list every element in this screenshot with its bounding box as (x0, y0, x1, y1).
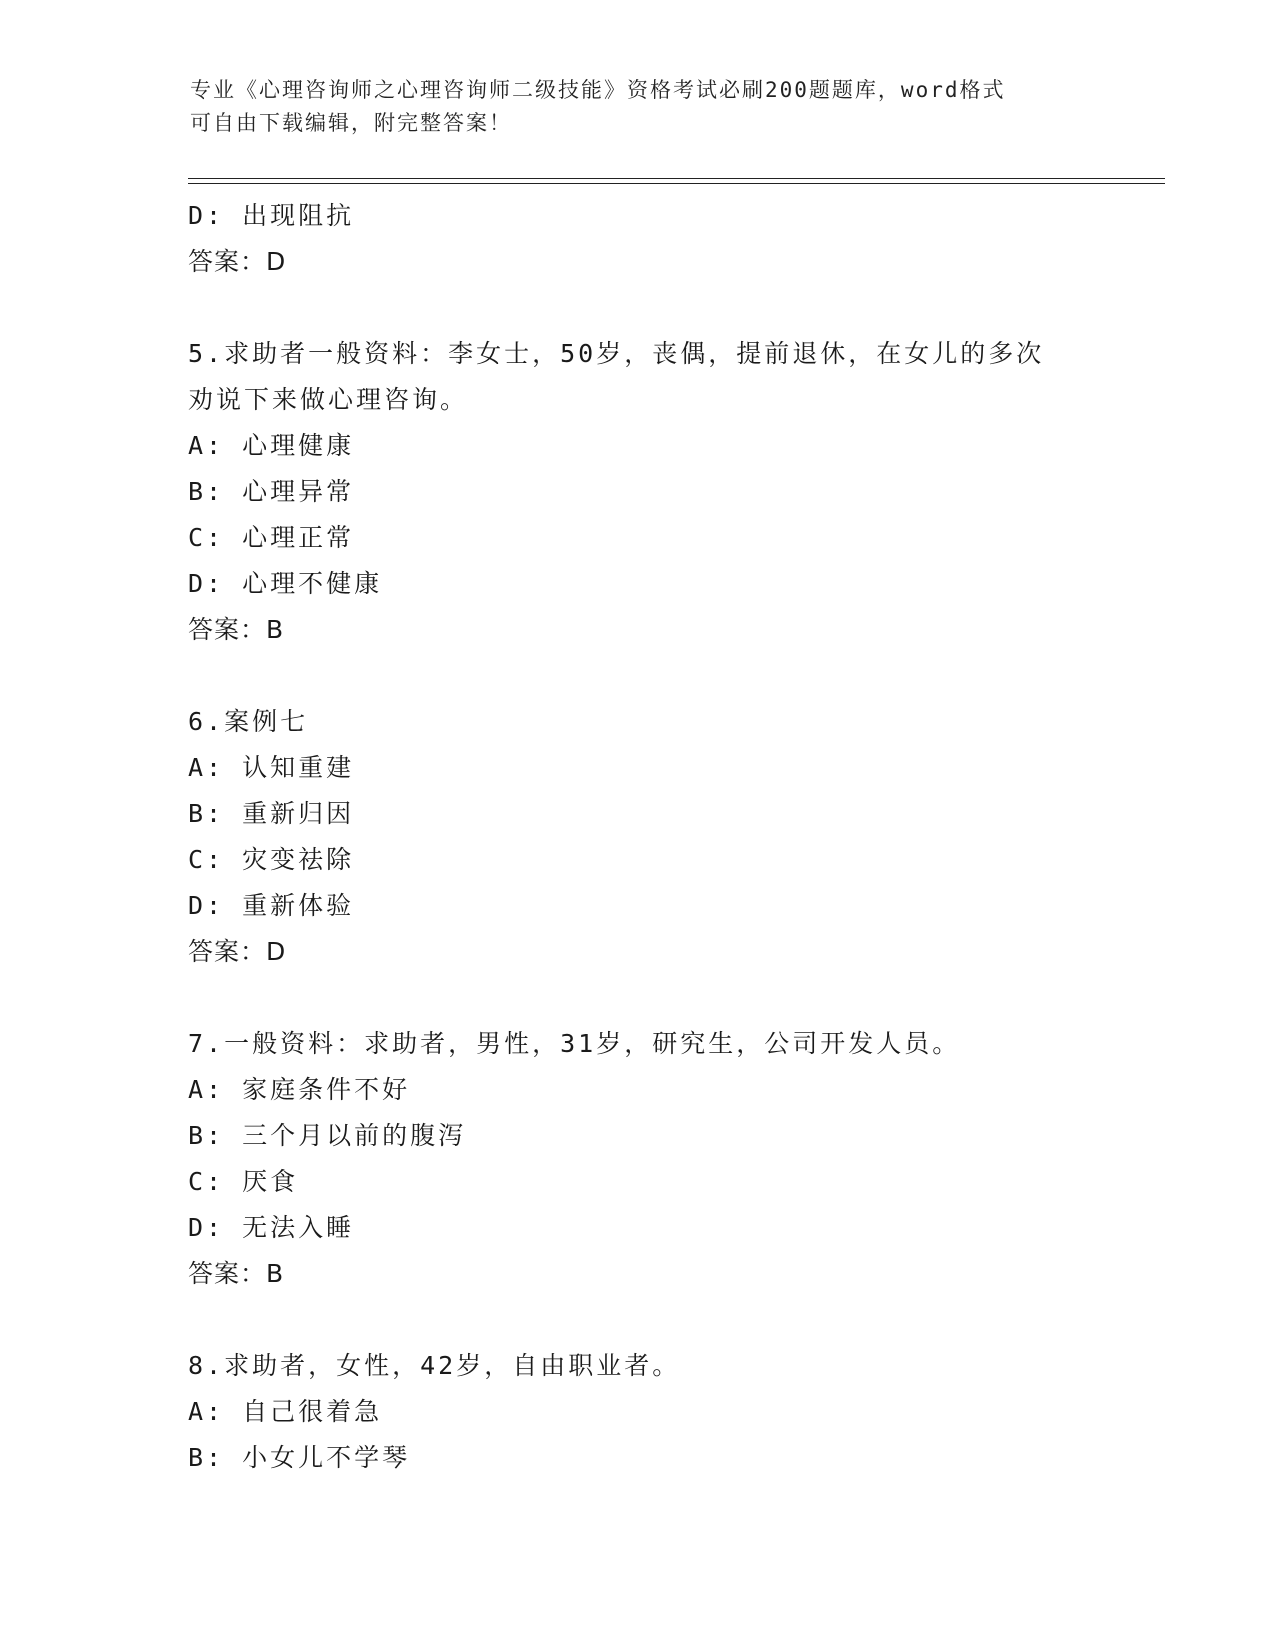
option-c: C: 灾变祛除 (188, 845, 355, 874)
answer-label: 答案：B (188, 1259, 285, 1288)
question-stem: 7.一般资料：求助者，男性，31岁，研究生，公司开发人员。 (188, 1029, 961, 1058)
header-line-2: 可自由下载编辑，附完整答案！ (190, 111, 512, 135)
option-d: D: 无法入睡 (188, 1213, 355, 1242)
option-d: D: 心理不健康 (188, 569, 383, 598)
option-c: C: 心理正常 (188, 523, 355, 552)
option-a: A: 认知重建 (188, 753, 355, 782)
option-b: B: 小女儿不学琴 (188, 1443, 411, 1472)
question-5 (188, 331, 1088, 653)
document-header (190, 74, 1070, 140)
header-divider-bottom (188, 183, 1165, 184)
question-stem-continued: 劝说下来做心理咨询。 (188, 385, 469, 414)
header-line-1: 专业《心理咨询师之心理咨询师二级技能》资格考试必刷200题题库，word格式 (190, 78, 1006, 102)
option-a: A: 家庭条件不好 (188, 1075, 411, 1104)
question-8 (188, 1343, 1088, 1481)
option-b: B: 重新归因 (188, 799, 355, 828)
carryover-block (188, 193, 1088, 285)
option-d: D: 重新体验 (188, 891, 355, 920)
question-7 (188, 1021, 1088, 1297)
answer-label: 答案：B (188, 615, 285, 644)
option-a: A: 心理健康 (188, 431, 355, 460)
option-b: B: 三个月以前的腹泻 (188, 1121, 467, 1150)
question-6 (188, 699, 1088, 975)
question-stem: 6.案例七 (188, 707, 309, 736)
question-stem: 8.求助者，女性，42岁，自由职业者。 (188, 1351, 681, 1380)
option-d: D: 出现阻抗 (188, 201, 355, 230)
question-list (188, 193, 1088, 1481)
header-divider-top (188, 178, 1165, 179)
option-b: B: 心理异常 (188, 477, 355, 506)
question-stem: 5.求助者一般资料：李女士，50岁，丧偶，提前退休，在女儿的多次 (188, 339, 1045, 368)
answer-label: 答案：D (188, 247, 287, 276)
answer-label: 答案：D (188, 937, 287, 966)
option-c: C: 厌食 (188, 1167, 299, 1196)
option-a: A: 自己很着急 (188, 1397, 383, 1426)
